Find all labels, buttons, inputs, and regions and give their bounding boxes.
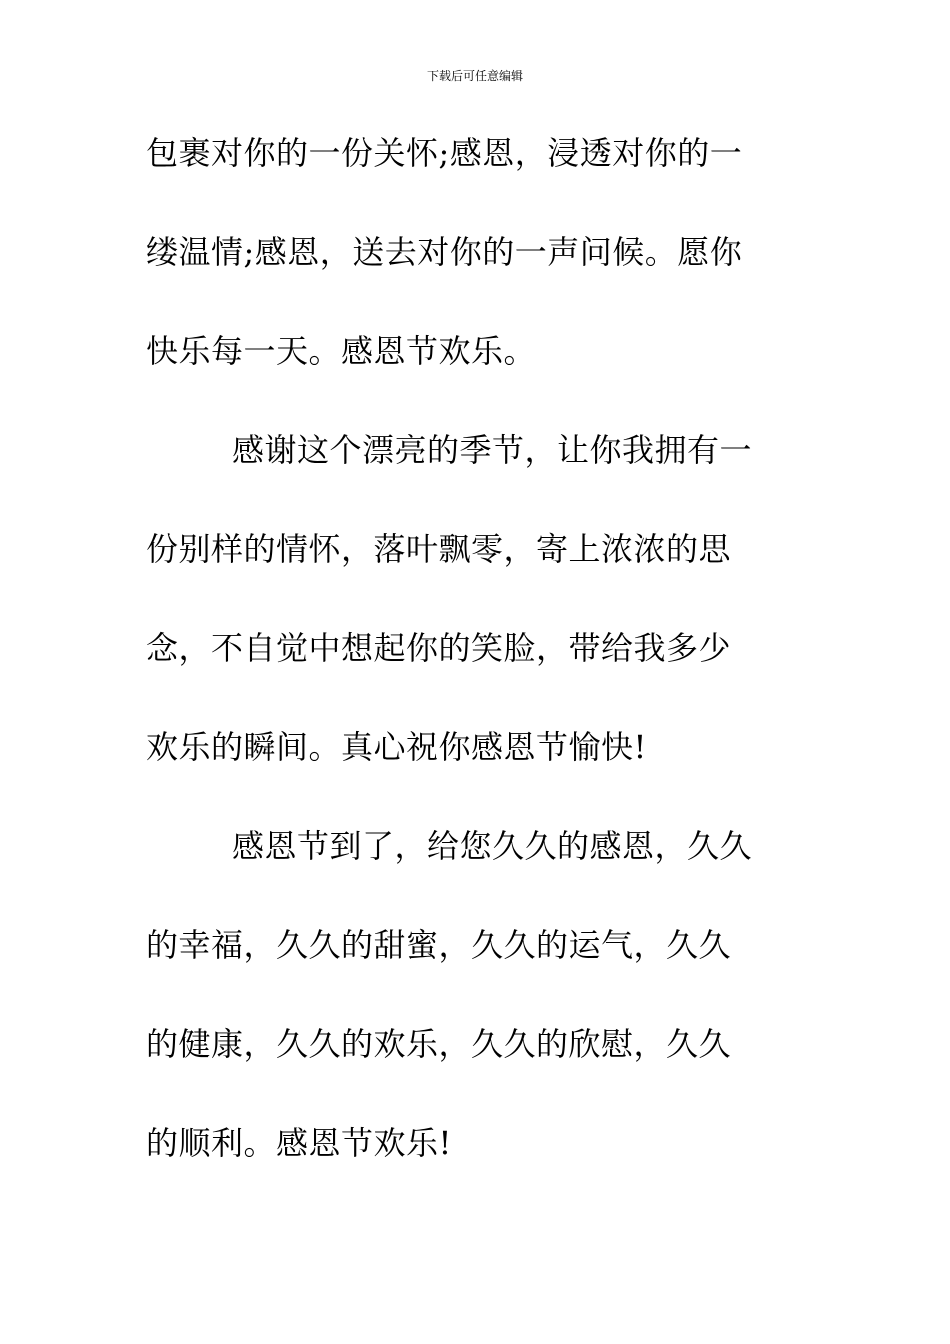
paragraph-line: 的幸福，久久的甜蜜，久久的运气，久久 [146, 926, 732, 964]
paragraph-line: 包裹对你的一份关怀;感恩，浸透对你的一 [146, 134, 743, 172]
paragraph-line: 份别样的情怀，落叶飘零，寄上浓浓的思 [146, 530, 732, 568]
paragraph-line: 缕温情;感恩，送去对你的一声问候。愿你 [146, 233, 743, 271]
paragraph-line: 念，不自觉中想起你的笑脸，带给我多少 [146, 629, 732, 667]
paragraph-line: 的健康，久久的欢乐，久久的欣慰，久久 [146, 1025, 732, 1063]
paragraph-line: 的顺利。感恩节欢乐! [146, 1124, 452, 1162]
header-note: 下载后可任意编辑 [426, 69, 523, 83]
paragraph-line: 感谢这个漂亮的季节，让你我拥有一 [232, 431, 753, 469]
paragraph-line: 快乐每一天。感恩节欢乐。 [146, 332, 537, 370]
paragraph-line: 感恩节到了，给您久久的感恩，久久 [232, 827, 753, 865]
paragraph-line: 欢乐的瞬间。真心祝你感恩节愉快! [146, 728, 647, 766]
document-body [146, 124, 806, 1213]
